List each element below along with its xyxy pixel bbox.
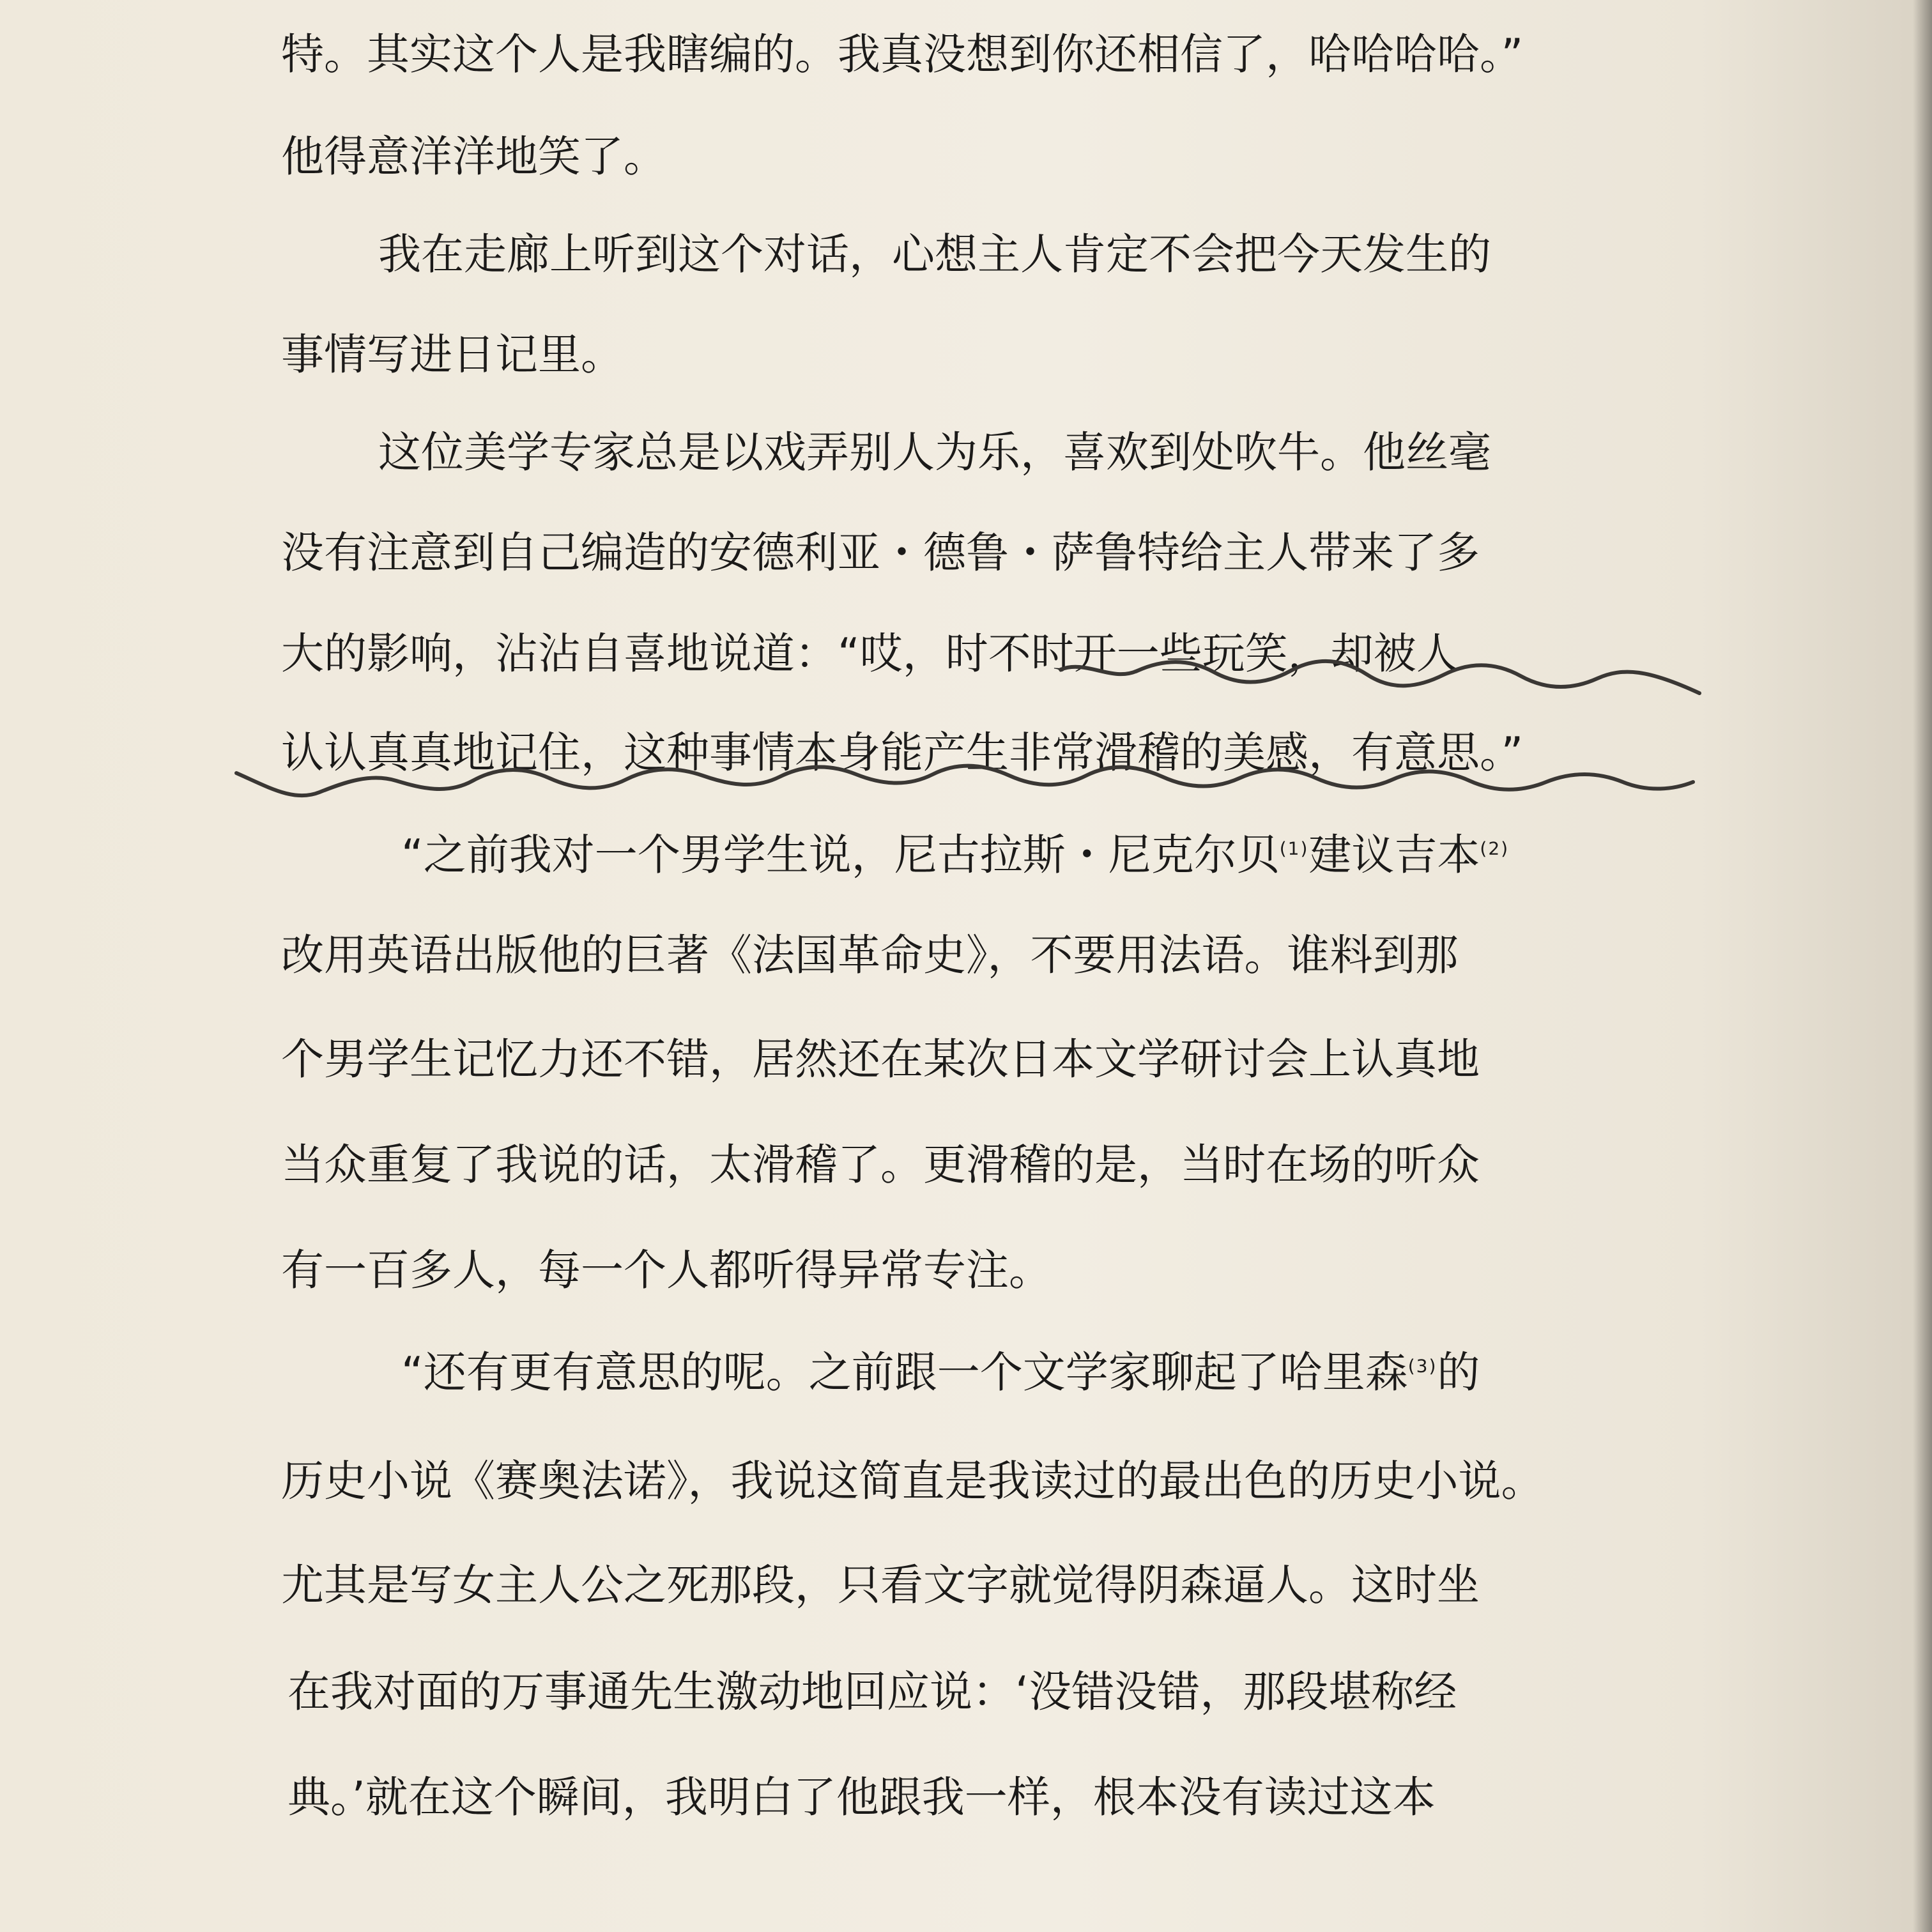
text-line: 事情写进日记里。 [281,330,624,379]
text-line: 当众重复了我说的话，太滑稽了。更滑稽的是，当时在场的听众 [281,1140,1480,1190]
page-edge-shadow [1913,0,1932,1932]
text-fragment: “之前我对一个男学生说，尼古拉斯・尼克尔贝 [401,830,1280,880]
text-line: 在我对面的万事通先生激动地回应说：‘没错没错，那段堪称经 [288,1667,1457,1717]
text-fragment: 建议吉本 [1308,830,1480,880]
text-line: 有一百多人，每一个人都听得异常专注。 [281,1245,1052,1295]
text-line: 历史小说《赛奥法诺》，我说这简直是我读过的最出色的历史小说。 [281,1456,1544,1506]
text-line: 尤其是写女主人公之死那段，只看文字就觉得阴森逼人。这时坐 [281,1560,1480,1610]
text-fragment: “还有更有意思的呢。之前跟一个文学家聊起了哈里森 [401,1347,1408,1397]
footnote-mark: (3) [1407,1355,1438,1377]
text-line: 他得意洋洋地笑了。 [281,132,666,181]
text-line: 特。其实这个人是我瞎编的。我真没想到你还相信了，哈哈哈哈。” [281,29,1524,79]
text-line [401,1347,1480,1397]
text-line: 改用英语出版他的巨著《法国革命史》，不要用法语。谁料到那 [281,930,1459,980]
text-line: 典。’就在这个瞬间，我明白了他跟我一样，根本没有读过这本 [288,1772,1436,1822]
text-line: 大的影响，沾沾自喜地说道：“哎，时不时开一些玩笑，却被人 [281,629,1459,678]
text-fragment: 的 [1437,1347,1480,1397]
footnote-mark: (1) [1279,838,1309,859]
text-line: 认认真真地记住，这种事情本身能产生非常滑稽的美感，有意思。” [281,728,1524,778]
footnote-mark: (2) [1480,838,1510,859]
text-line: 没有注意到自己编造的安德利亚・德鲁・萨鲁特给主人带来了多 [281,528,1480,578]
text-line: 个男学生记忆力还不错，居然还在某次日本文学研讨会上认真地 [281,1034,1480,1084]
text-line: 我在走廊上听到这个对话，心想主人肯定不会把今天发生的 [378,229,1491,279]
text-line: 这位美学专家总是以戏弄别人为乐，喜欢到处吹牛。他丝毫 [378,427,1491,477]
text-line [401,830,1510,880]
